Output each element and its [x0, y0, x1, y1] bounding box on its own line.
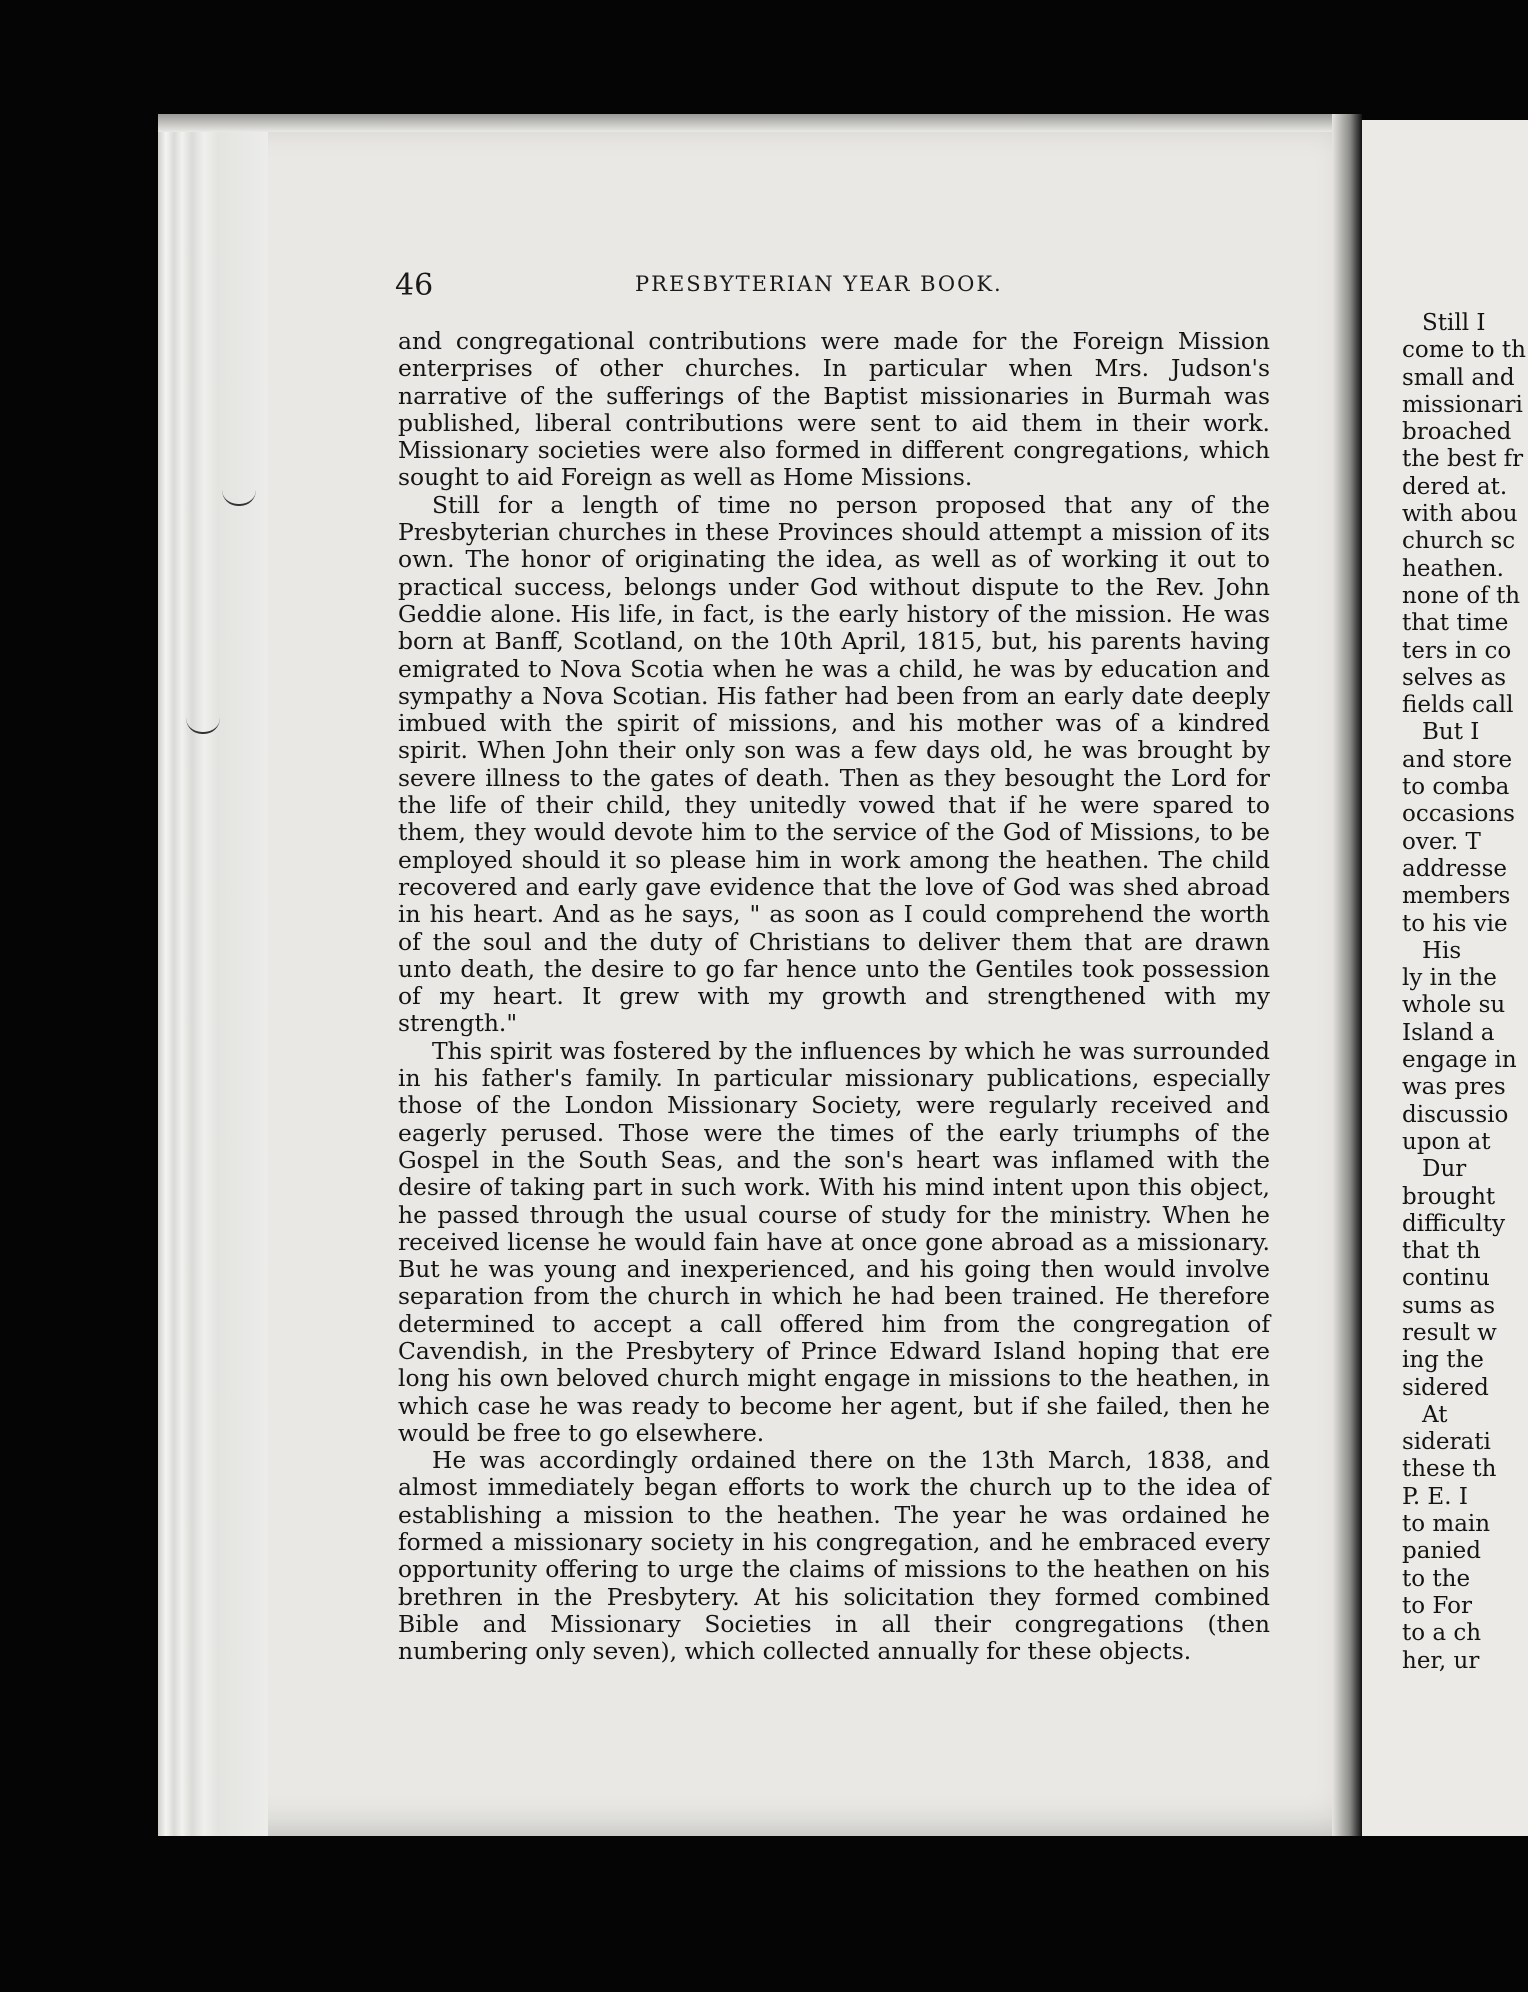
facing-line: these th: [1402, 1456, 1497, 1483]
facing-line: with abou: [1402, 501, 1518, 528]
facing-line: But I: [1422, 719, 1480, 746]
facing-line: Dur: [1422, 1156, 1467, 1183]
facing-line: Island a: [1402, 1019, 1495, 1046]
facing-line: small and: [1402, 364, 1515, 391]
facing-line: to main: [1402, 1511, 1491, 1538]
facing-line: ters in co: [1402, 637, 1512, 664]
facing-line: difficulty: [1402, 1210, 1506, 1237]
facing-line: upon at: [1402, 1128, 1491, 1155]
facing-line: her, ur: [1402, 1647, 1480, 1674]
facing-line: ing the: [1402, 1347, 1484, 1374]
facing-line: the best fr: [1402, 446, 1524, 473]
facing-line: none of th: [1402, 582, 1521, 609]
running-head: PRESBYTERIAN YEAR BOOK.: [635, 272, 1003, 296]
facing-line: His: [1422, 937, 1462, 964]
page-edges: [158, 114, 268, 1836]
facing-line: occasions: [1402, 801, 1515, 828]
facing-line: heathen.: [1402, 555, 1504, 582]
paragraph: and congregational contributions were made for the Foreign Mission enterprises of other churches. In particular when Mrs. Judson's narrative of the sufferings of the Baptist missionaries in Burmah was published, liberal contributions were sent to aid them in their work. Missionary societies were also formed in different congregations, which sought to aid Foreign as well as Home Missions.: [398, 327, 1270, 492]
facing-line: whole su: [1402, 992, 1506, 1019]
facing-line: to the: [1402, 1565, 1471, 1592]
facing-line: At: [1422, 1401, 1448, 1428]
facing-line: to his vie: [1402, 910, 1508, 937]
facing-line: dered at.: [1402, 473, 1508, 500]
facing-line: that time: [1402, 610, 1509, 637]
page-number: 46: [395, 268, 434, 303]
book-gutter: [1332, 114, 1362, 1836]
facing-line: sums as: [1402, 1292, 1496, 1319]
facing-line: members: [1402, 883, 1511, 910]
facing-page-text: [1362, 310, 1528, 1675]
facing-line: selves as: [1402, 664, 1507, 691]
facing-line: sidered: [1402, 1374, 1489, 1401]
facing-line: and store: [1402, 746, 1513, 773]
facing-line: over. T: [1402, 828, 1481, 855]
body-text: [398, 328, 1270, 1666]
facing-line: brought: [1402, 1183, 1496, 1210]
paragraph: Still for a length of time no person proposed that any of the Presbyterian churches in these Provinces should attempt a mission of its own. The honor of originating the idea, as well as of working it out to practical success, belongs under God without dispute to the Rev. John Geddie alone. His life, in fact, is the early history of the mission. He was born at Banff, Scotland, on the 10th April, 1815, but, his parents having emigrated to Nova Scotia when he was a child, he was by education and sympathy a Nova Scotian. His father had been from an early date deeply imbued with the spirit of missions, and his mother was of a kindred spirit. When John their only son was a few days old, he was brought by severe illness to the gates of death. Then as they besought the Lord for the life of their child, they unitedly vowed that if he were spared to them, they would devote him to the service of the God of Missions, to be employed should it so please him in work among the heathen. The child recovered and early gave evidence that the love of God was shed abroad in his heart. And as he says, " as soon as I could comprehend the worth of the soul and the duty of Christians to deliver them that are drawn unto death, the desire to go far hence unto the Gentiles took possession of my heart. It grew with my growth and strengthened with my strength.": [398, 490, 1270, 1038]
facing-line: that th: [1402, 1238, 1481, 1265]
facing-line: continu: [1402, 1265, 1490, 1292]
facing-line: engage in: [1402, 1047, 1517, 1074]
facing-line: P. E. I: [1402, 1483, 1468, 1510]
facing-line: discussio: [1402, 1101, 1509, 1128]
facing-line: come to th: [1402, 337, 1526, 364]
facing-line: to comba: [1402, 774, 1510, 801]
facing-line: broached: [1402, 419, 1512, 446]
facing-line: to For: [1402, 1592, 1472, 1619]
page-top-shadow: [158, 114, 1358, 132]
facing-line: addresse: [1402, 855, 1507, 882]
facing-line: missionari: [1402, 391, 1523, 418]
page-header: [395, 268, 1355, 318]
facing-line: church sc: [1402, 528, 1516, 555]
facing-line: was pres: [1402, 1074, 1506, 1101]
paragraph: This spirit was fostered by the influences by which he was surrounded in his father's family. In particular missionary publications, especially those of the London Missionary Society, were regularly received and eagerly perused. Those were the times of the early triumphs of the Gospel in the South Seas, and the son's heart was inflamed with the desire of taking part in such work. With his mind intent upon this object, he passed through the usual course of study for the ministry. When he received license he would fain have at once gone abroad as a missionary. But he was young and inexperienced, and his going then would involve separation from the church in which he had been trained. He therefore determined to accept a call offered him from the congregation of Cavendish, in the Presbytery of Prince Edward Island hoping that ere long his own beloved church might engage in missions to the heathen, in which case he was ready to become her agent, but if she failed, then he would be free to go elsewhere.: [398, 1036, 1270, 1447]
facing-line: panied: [1402, 1538, 1481, 1565]
facing-line: ly in the: [1402, 965, 1497, 992]
paragraph: He was accordingly ordained there on the 13th March, 1838, and almost immediately began efforts to work the church up to the idea of establishing a mission to the heathen. The year he was ordained he formed a missionary society in his congregation, and he embraced every opportunity offering to urge the claims of missions to the heathen on his brethren in the Presbytery. At his solicitation they formed combined Bible and Missionary Societies in all their congregations (then numbering only seven), which collected annually for these objects.: [398, 1446, 1270, 1666]
facing-line: to a ch: [1402, 1620, 1482, 1647]
facing-line: siderati: [1402, 1429, 1491, 1456]
facing-line: Still I: [1422, 310, 1486, 336]
facing-page: [1362, 120, 1528, 1836]
facing-line: fields call: [1402, 692, 1514, 719]
facing-line: result w: [1402, 1319, 1497, 1346]
